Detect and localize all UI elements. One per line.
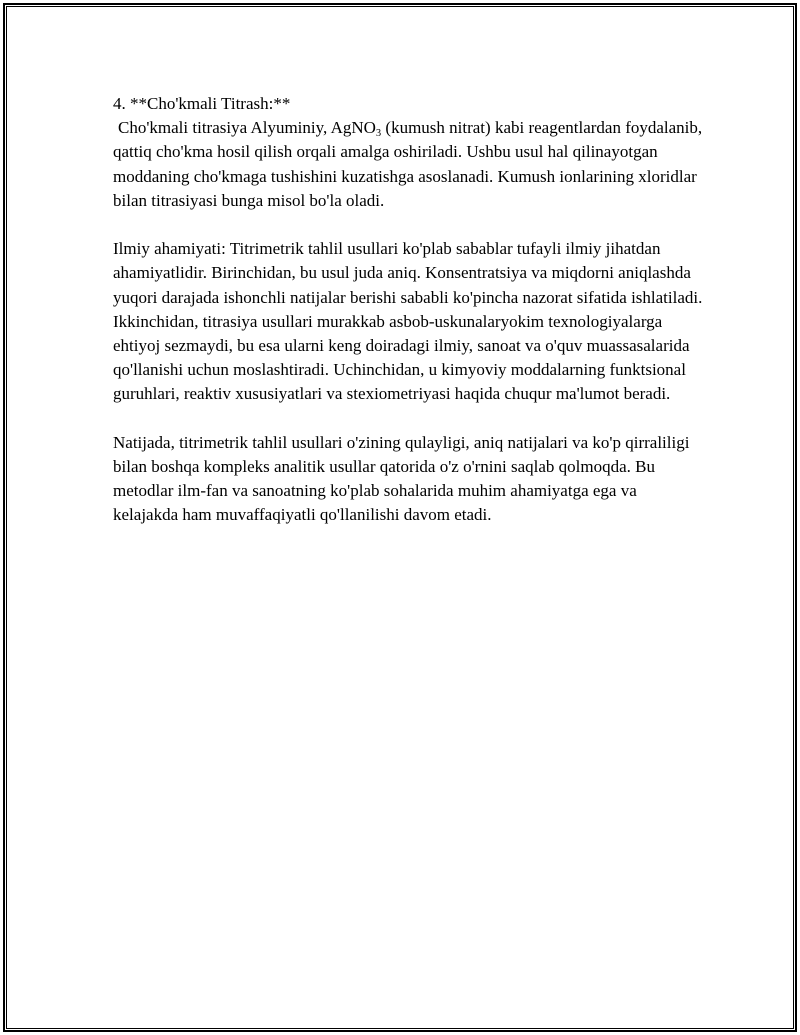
section-intro-paragraph [113,116,703,213]
paragraph-spacer [113,213,703,237]
document-body [113,92,703,528]
scientific-significance-paragraph: Ilmiy ahamiyati: Titrimetrik tahlil usullari ko'plab sabablar tufayli ilmiy jihatdan ahamiyatlidir. Birinchidan, bu usul juda aniq. Konsentratsiya va miqdorni aniqlashda yuqori darajada ishonchli natijalar berishi sababli ko'pincha nazorat sifatida ishlatiladi. Ikkinchidan, titrasiya usullari murakkab asbob-uskunalaryokim texnologiyalarga ehtiyoj sezmaydi, bu esa ularni keng doiradagi ilmiy, sanoat va o'quv muassasalarida qo'llanishi uchun moslashtiradi. Uchinchidan, u kimyoviy moddalarning funktsional guruhlari, reaktiv xususiyatlari va stexiometriyasi haqida chuqur ma'lumot beradi. [113,239,703,404]
conclusion-paragraph: Natijada, titrimetrik tahlil usullari o'zining qulayligi, aniq natijalari va ko'p qirraliligi bilan boshqa kompleks analitik usullar qatorida o'z o'rnini saqlab qolmoqda. Bu metodlar ilm-fan va sanoatning ko'plab sohalarida muhim ahamiyatga ega va kelajakda ham muvaffaqiyatli qo'llanilishi davom etadi. [113,432,690,525]
intro-text-end: (kumush nitrat) kabi reagentlardan foydalanib, qattiq cho'kma hosil qilish orqali amalga oshiriladi. Ushbu usul hal qilinayotgan moddaning cho'kmaga tushishini kuzatishga asoslanadi. Kumush ionlarining xloridlar bilan titrasiyasi bunga misol bo'la oladi. [113,118,703,210]
intro-text-start: Cho'kmali titrasiya Alyuminiy, AgNO [118,118,376,138]
paragraph-spacer [113,407,703,431]
chemical-subscript: 3 [375,128,382,140]
section-heading: 4. **Cho'kmali Titrash:** [113,94,291,113]
